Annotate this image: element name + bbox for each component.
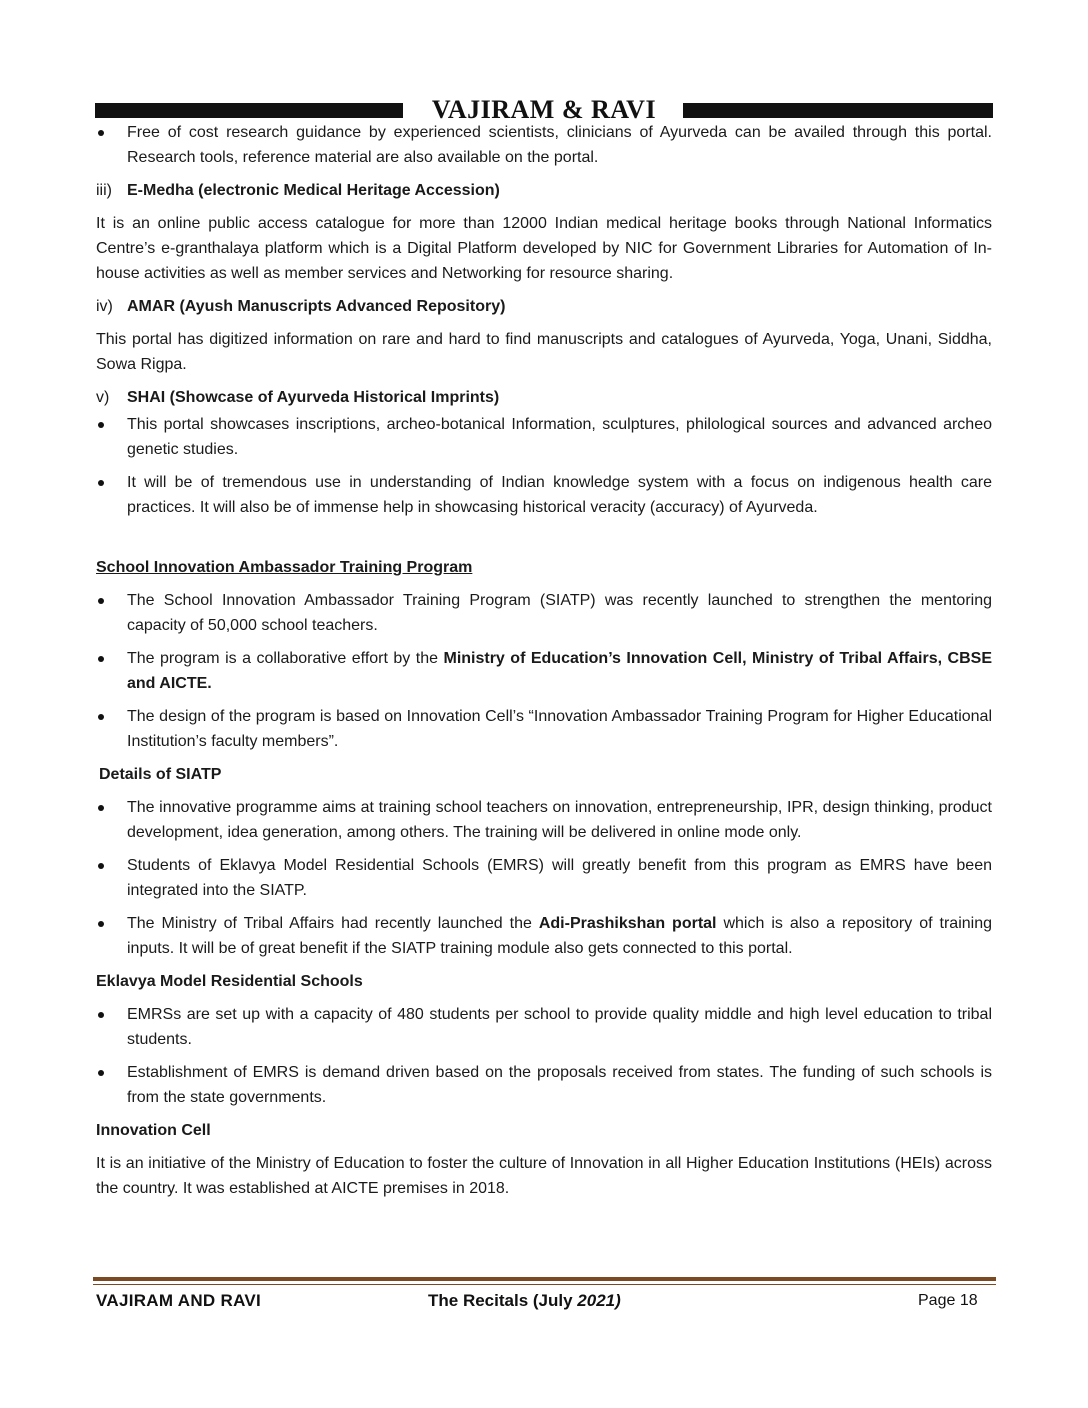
footer-publication: The Recitals (July 2021) (428, 1291, 621, 1310)
paragraph-emedha: It is an online public access catalogue for more than 12000 Indian medical heritage books through National Informatics Centre’s e-granthalaya platform which is a Digital Platform developed by NIC for Government Libraries for Automation of In-house activities as well as member services and Networking for resource sharing. (96, 215, 992, 282)
list-item: Free of cost research guidance by experienced scientists, clinicians of Ayurveda can be availed through this portal. Research tools, reference material are also available on the portal. (96, 120, 992, 170)
header-bar-right (683, 103, 993, 118)
footer-rule-thin (93, 1284, 996, 1285)
list-item: The Ministry of Tribal Affairs had recently launched the Adi-Prashikshan portal which is also a repository of training inputs. It will be of great benefit if the SIATP training module also gets connected to this portal. (96, 911, 992, 961)
header-bar-left (95, 103, 403, 118)
paragraph-innovation-cell: It is an initiative of the Ministry of Education to foster the culture of Innovation in all Higher Education Institutions (HEIs) across the country. It was established at AICTE premises in 2018. (96, 1155, 992, 1197)
spacer (96, 528, 992, 555)
header-title: VAJIRAM & RAVI (431, 95, 657, 124)
section-heading-amar: iv) AMAR (Ayush Manuscripts Advanced Repository) (96, 298, 506, 315)
page-header (95, 95, 993, 124)
footer-rule (93, 1277, 996, 1281)
page-content (96, 120, 992, 1209)
section-heading-siatp: School Innovation Ambassador Training Program (96, 559, 473, 576)
list-item: The program is a collaborative effort by the Ministry of Education’s Innovation Cell, Ministry of Tribal Affairs, CBSE and AICTE. (96, 646, 992, 696)
section-heading-details: Details of SIATP (99, 766, 222, 783)
footer-brand: VAJIRAM AND RAVI (96, 1291, 262, 1310)
list-item: The School Innovation Ambassador Training Program (SIATP) was recently launched to strengthen the mentoring capacity of 50,000 school teachers. (96, 588, 992, 638)
page-number: Page 18 (918, 1292, 978, 1309)
list-item: The design of the program is based on Innovation Cell’s “Innovation Ambassador Training Program for Higher Educational Institution’s faculty members”. (96, 704, 992, 754)
list-item: Students of Eklavya Model Residential Schools (EMRS) will greatly benefit from this program as EMRS have been integrated into the SIATP. (96, 853, 992, 903)
list-item: Establishment of EMRS is demand driven based on the proposals received from states. The funding of such schools is from the state governments. (96, 1060, 992, 1110)
section-heading-emrs: Eklavya Model Residential Schools (96, 973, 363, 990)
section-heading-emedha: iii) E-Medha (electronic Medical Heritage Accession) (96, 182, 500, 199)
paragraph-amar: This portal has digitized information on rare and hard to find manuscripts and catalogues of Ayurveda, Yoga, Unani, Siddha, Sowa Rigpa. (96, 331, 992, 373)
section-heading-innovation-cell: Innovation Cell (96, 1122, 211, 1139)
list-item: The innovative programme aims at training school teachers on innovation, entrepreneurship, IPR, design thinking, product development, idea generation, among others. The training will be delivered in online mode only. (96, 795, 992, 845)
list-item: It will be of tremendous use in understanding of Indian knowledge system with a focus on indigenous health care practices. It will also be of immense help in showcasing historical veracity (accuracy) of Ayurveda. (96, 470, 992, 520)
list-item: EMRSs are set up with a capacity of 480 students per school to provide quality middle and high level education to tribal students. (96, 1002, 992, 1052)
section-heading-shai: v) SHAI (Showcase of Ayurveda Historical Imprints) (96, 389, 500, 406)
list-item: This portal showcases inscriptions, archeo-botanical Information, sculptures, philological sources and advanced archeo genetic studies. (96, 412, 992, 462)
